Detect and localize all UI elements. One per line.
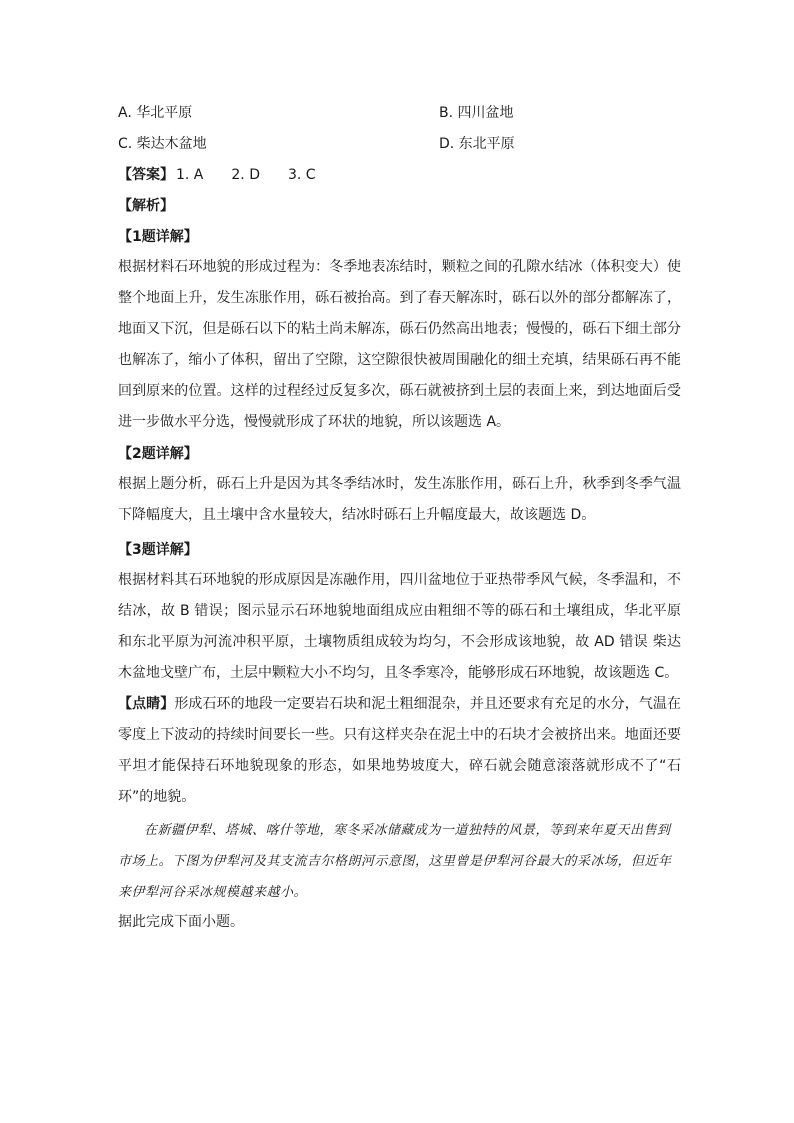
highlight-tag: 【点睛】	[118, 696, 175, 712]
q1-heading: 【1题详解】	[118, 229, 198, 245]
answer-q1: 1. A	[176, 167, 204, 183]
q3-explanation: 根据材料其石环地貌的形成原因是冻融作用，四川盆地位于亚热带季风气候，冬季温和，不结冰，故 B 错误；图示显示石环地貌地面组成应由粗细不等的砾石和土壤组成，华北平原和东北平原为河流冲积平原，土壤物质组成较为均匀，不会形成该地貌，故 AD 错误 柴达木盆地戈壁广布，土层中颗粒大小不均匀，且冬季寒冷，能够形成石环地貌，故该题选 C。	[118, 572, 681, 681]
answer-q3: 3. C	[287, 167, 316, 183]
option-d: D. 东北平原	[439, 136, 515, 152]
answer-q2: 2. D	[231, 167, 260, 183]
highlight-text: 形成石环的地段一定要岩石块和泥土粗细混杂，并且还要求有充足的水分，气温在零度上下波动的持续时间要长一些。只有这样夹杂在泥土中的石块才会被挤出来。地面还要平坦才能保持石环地貌现象的形态，如果地势坡度大，碎石就会随意滚落就形成不了“石环”的地貌。	[118, 696, 682, 805]
option-a: A. 华北平原	[118, 105, 193, 121]
answer-tag: 【答案】	[118, 167, 174, 183]
q2-explanation: 根据上题分析，砾石上升是因为其冬季结冰时，发生冻胀作用，砾石上升，秋季到冬季气温下降幅度大，且土壤中含水量较大，结冰时砾石上升幅度最大，故该题选 D。	[118, 476, 681, 523]
answer-line	[118, 166, 316, 184]
q2-heading: 【2题详解】	[118, 446, 198, 462]
instruction-line: 据此完成下面小题。	[118, 914, 244, 930]
q1-explanation: 根据材料石环地貌的形成过程为：冬季地表冻结时，颗粒之间的孔隙水结冰（体积变大）使整个地面上升，发生冻胀作用，砾石被抬高。到了春天解冻时，砾石以外的部分都解冻了，地面又下沉，但是砾石以下的粘土尚未解冻，砾石仍然高出地表；慢慢的，砾石下细土部分也解冻了，缩小了体积，留出了空隙，这空隙很快被周围融化的细土充填，结果砾石再不能回到原来的位置。这样的过程经过反复多次，砾石就被挤到土层的表面上来，到达地面后受进一步做水平分选，慢慢就形成了环状的地貌，所以该题选 A。	[118, 259, 681, 430]
highlight-paragraph	[118, 689, 681, 813]
q3-heading: 【3题详解】	[118, 542, 198, 558]
option-c: C. 柴达木盆地	[118, 136, 207, 152]
option-b: B. 四川盆地	[439, 105, 514, 121]
analysis-tag: 【解析】	[118, 198, 174, 214]
material-paragraph: 在新疆伊犁、塔城、喀什等地，寒冬采冰储藏成为一道独特的风景，等到来年夏天出售到市场上。下图为伊犁河及其支流吉尔格朗河示意图，这里曾是伊犁河谷最大的采冰场，但近年来伊犁河谷采冰规模越来越小。	[118, 823, 672, 900]
